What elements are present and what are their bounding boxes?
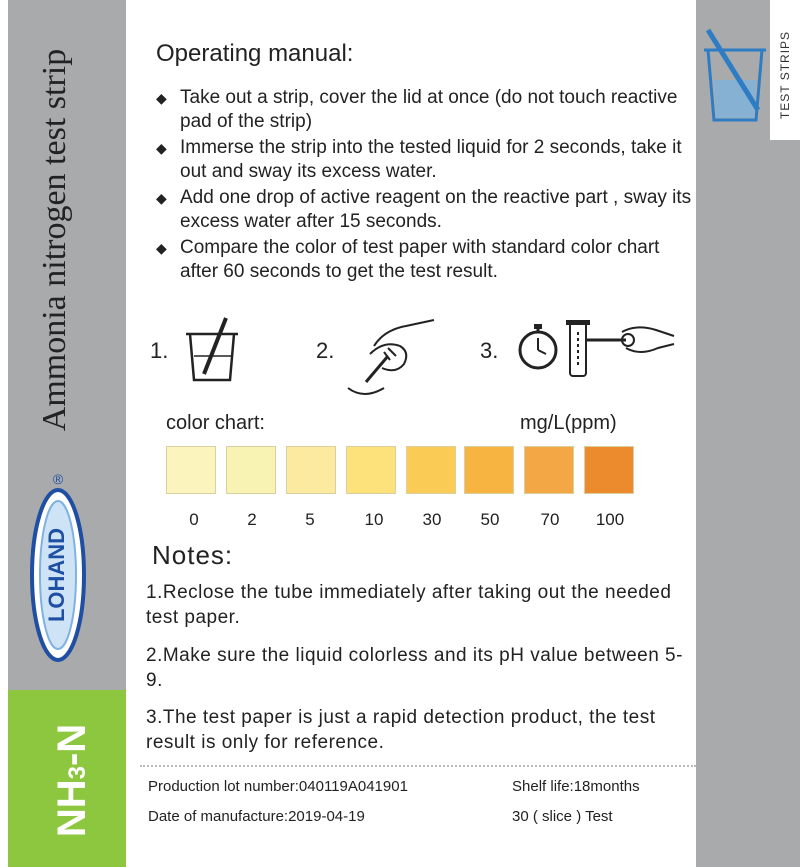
tube-dropper-icon	[566, 318, 676, 382]
beaker-icon	[180, 316, 250, 386]
shelf-life: Shelf life:18months	[512, 778, 640, 795]
color-swatch	[226, 446, 276, 494]
color-swatch	[584, 446, 634, 494]
parameter-label	[38, 700, 108, 860]
hand-strip-icon	[344, 316, 444, 400]
manual-step: ◆ Take out a strip, cover the lid at once (do not touch reactive pad of the strip)	[156, 87, 678, 132]
manual-steps	[156, 86, 696, 286]
swatch-value: 50	[480, 510, 500, 529]
color-swatch	[406, 446, 456, 494]
brand-name: LOHAND	[44, 527, 69, 623]
diamond-bullet-icon: ◆	[156, 140, 167, 156]
swatch-value: 0	[189, 510, 199, 529]
swatch-value: 2	[247, 510, 257, 529]
registered-mark: ®	[52, 471, 64, 487]
note-item: 3.The test paper is just a rapid detection product, the test result is only for reference.	[146, 707, 656, 753]
test-count: 30 ( slice ) Test	[512, 808, 613, 825]
manual-step: ◆ Immerse the strip into the tested liquid for 2 seconds, take it out and sway its excess water.	[156, 137, 682, 182]
color-swatch	[286, 446, 336, 494]
production-lot: Production lot number:040119A041901	[148, 778, 408, 795]
manual-step: ◆ Compare the color of test paper with standard color chart after 60 seconds to get the test result.	[156, 237, 660, 282]
main-panel	[130, 0, 696, 867]
diamond-bullet-icon: ◆	[156, 240, 167, 256]
beaker-strip-icon	[700, 20, 770, 130]
notes-heading: Notes:	[152, 540, 234, 570]
diamond-bullet-icon: ◆	[156, 90, 167, 106]
illustration-label-2: 2.	[316, 338, 335, 363]
note-item: 2.Make sure the liquid colorless and its pH value between 5-9.	[146, 645, 683, 691]
stopwatch-icon	[514, 322, 564, 372]
parameter-text: NH3-N	[50, 723, 95, 837]
color-swatch	[346, 446, 396, 494]
manual-heading: Operating manual:	[156, 40, 354, 67]
swatch-value: 100	[595, 510, 625, 529]
diamond-bullet-icon: ◆	[156, 190, 167, 206]
color-swatch	[464, 446, 514, 494]
swatch-value: 5	[305, 510, 315, 529]
swatch-value: 70	[540, 510, 560, 529]
color-swatch	[166, 446, 216, 494]
note-item: 1.Reclose the tube immediately after taking out the needed test paper.	[146, 582, 672, 628]
swatch-value: 30	[422, 510, 442, 529]
manual-step: ◆ Add one drop of active reagent on the reactive part , sway its excess water after 15 seconds.	[156, 187, 692, 232]
test-strips-label: TEST STRIPS	[778, 30, 793, 120]
color-chart-label: color chart:	[166, 412, 265, 434]
color-chart-unit: mg/L(ppm)	[520, 412, 617, 434]
footer-divider	[140, 765, 696, 767]
product-title	[20, 30, 90, 450]
illustration-label-3: 3.	[480, 338, 499, 363]
illustration-label-1: 1.	[150, 338, 169, 363]
lohand-logo	[28, 470, 88, 670]
manufacture-date: Date of manufacture:2019-04-19	[148, 808, 365, 825]
color-swatch	[524, 446, 574, 494]
product-title-text: Ammonia nitrogen test strip	[36, 48, 74, 432]
swatch-value: 10	[364, 510, 384, 529]
